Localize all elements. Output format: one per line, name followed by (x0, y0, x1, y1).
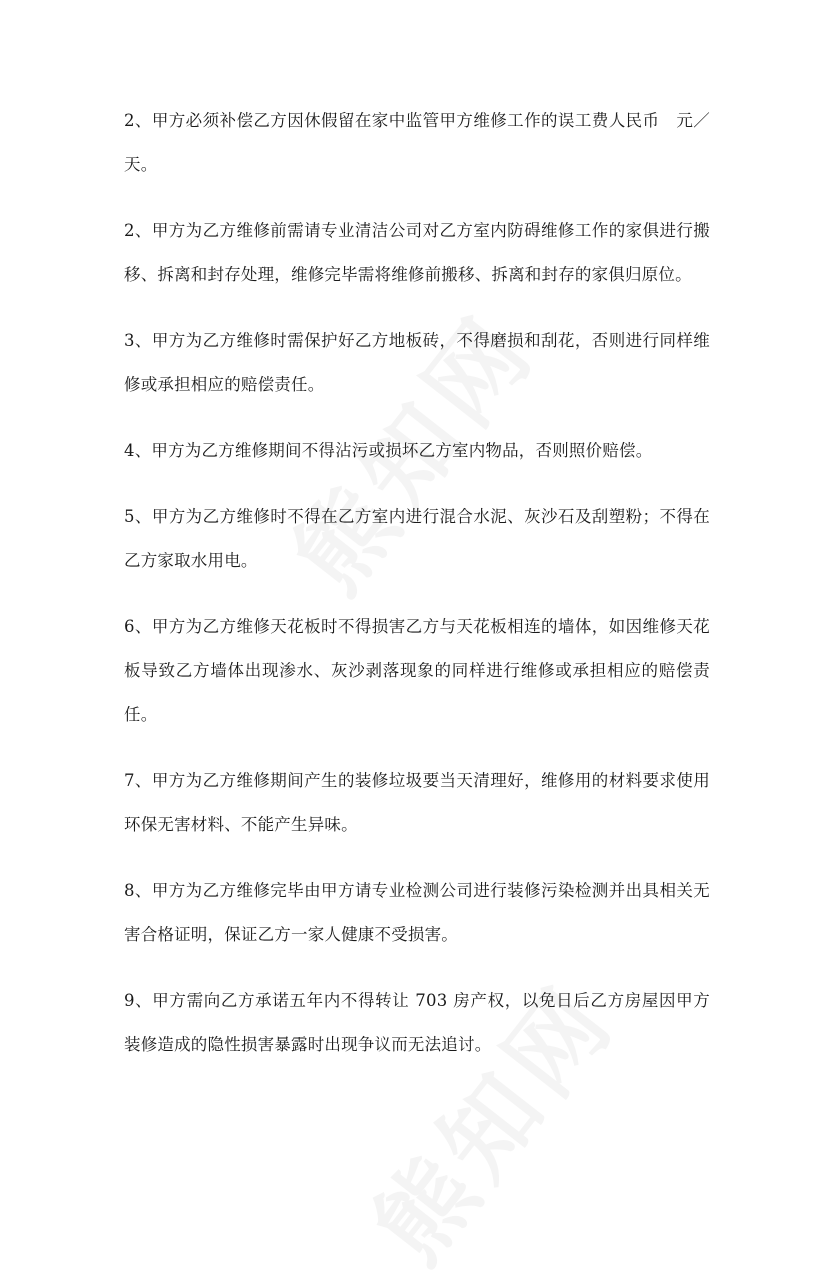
clause-5: 5、甲方为乙方维修时不得在乙方室内进行混合水泥、灰沙石及刮塑粉；不得在乙方家取水用电。 (124, 507, 710, 570)
document-body (124, 99, 710, 1089)
clause-8: 8、甲方为乙方维修完毕由甲方请专业检测公司进行装修污染检测并出具相关无害合格证明，保证乙方一家人健康不受损害。 (124, 881, 710, 944)
clause-3: 3、甲方为乙方维修时需保护好乙方地板砖，不得磨损和刮花，否则进行同样维修或承担相应的赔偿责任。 (124, 331, 710, 394)
clause-6: 6、甲方为乙方维修天花板时不得损害乙方与天花板相连的墙体，如因维修天花板导致乙方墙体出现渗水、灰沙剥落现象的同样进行维修或承担相应的赔偿责任。 (124, 617, 710, 724)
clause-2b: 2、甲方为乙方维修前需请专业清洁公司对乙方室内防碍维修工作的家俱进行搬移、拆离和封存处理，维修完毕需将维修前搬移、拆离和封存的家俱归原位。 (124, 221, 710, 284)
clause-4: 4、甲方为乙方维修期间不得沾污或损坏乙方室内物品，否则照价赔偿。 (124, 441, 653, 460)
clause-9: 9、甲方需向乙方承诺五年内不得转让 703 房产权，以免日后乙方房屋因甲方装修造成的隐性损害暴露时出现争议而无法追讨。 (124, 991, 710, 1054)
clause-2a: 2、甲方必须补偿乙方因休假留在家中监管甲方维修工作的误工费人民币 元／天。 (124, 111, 710, 174)
clause-7: 7、甲方为乙方维修期间产生的装修垃圾要当天清理好，维修用的材料要求使用环保无害材料、不能产生异味。 (124, 771, 710, 834)
